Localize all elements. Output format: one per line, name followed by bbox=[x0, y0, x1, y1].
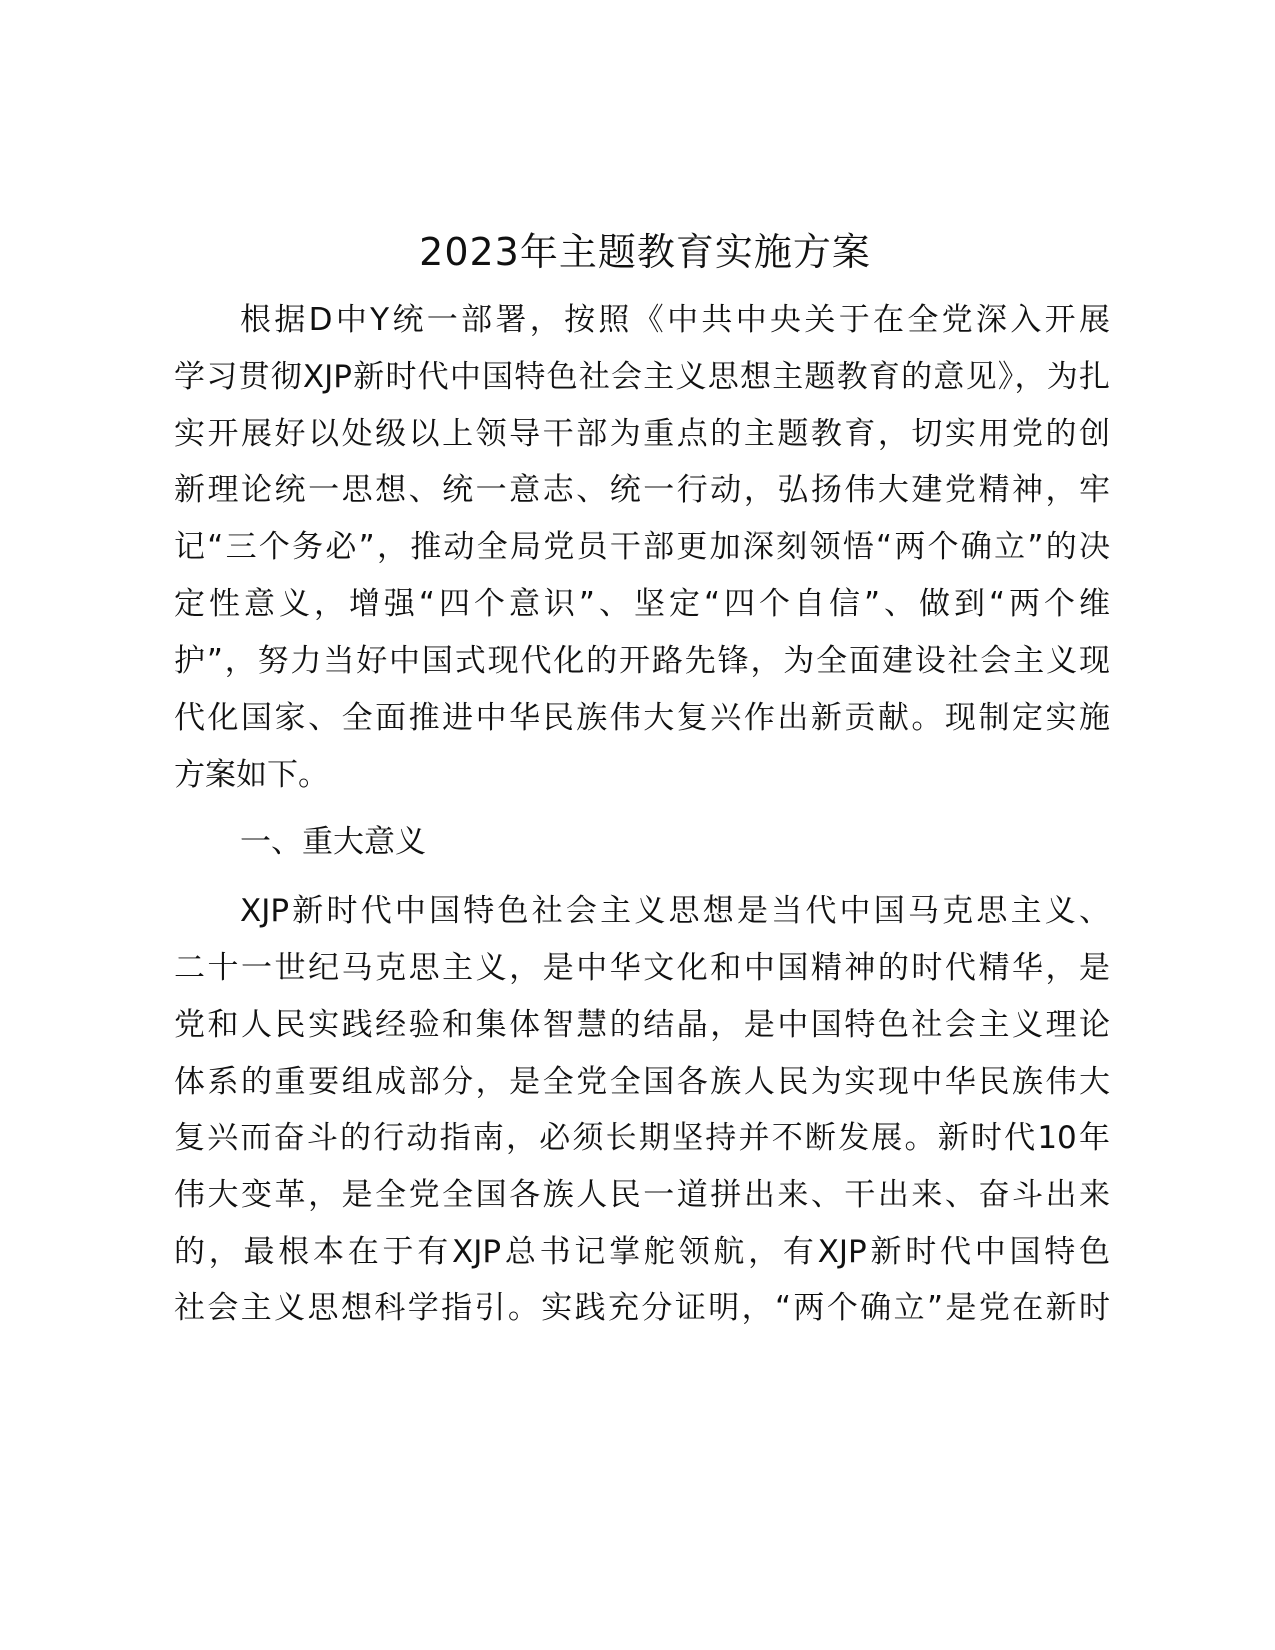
intro-paragraph-line: 实开展好以处级以上领导干部为重点的主题教育，切实用党的创 bbox=[174, 416, 1110, 452]
intro-paragraph-line: 代化国家、全面推进中华民族伟大复兴作出新贡献。现制定实施 bbox=[174, 700, 1110, 736]
intro-paragraph-line: 根据D中Y统一部署，按照《中共中央关于在全党深入开展 bbox=[240, 302, 1110, 338]
intro-paragraph-line: 定性意义，增强“四个意识”、坚定“四个自信”、做到“两个维 bbox=[174, 586, 1110, 622]
section-paragraph-line: XJP新时代中国特色社会主义思想是当代中国马克思主义、 bbox=[240, 893, 1110, 929]
section-paragraph-line: 伟大变革，是全党全国各族人民一道拼出来、干出来、奋斗出来 bbox=[174, 1177, 1110, 1213]
document-title: 2023年主题教育实施方案 bbox=[419, 230, 871, 274]
intro-paragraph-line: 方案如下。 bbox=[174, 757, 329, 793]
section-paragraph-line: 的，最根本在于有XJP总书记掌舵领航，有XJP新时代中国特色 bbox=[174, 1234, 1110, 1270]
section-paragraph-line: 复兴而奋斗的行动指南，必须长期坚持并不断发展。新时代10年 bbox=[174, 1120, 1110, 1156]
section-paragraph-line: 体系的重要组成部分，是全党全国各族人民为实现中华民族伟大 bbox=[174, 1064, 1110, 1100]
section-paragraph-line: 党和人民实践经验和集体智慧的结晶，是中国特色社会主义理论 bbox=[174, 1007, 1110, 1043]
section-paragraph-line: 二十一世纪马克思主义，是中华文化和中国精神的时代精华，是 bbox=[174, 950, 1110, 986]
section-heading: 一、重大意义 bbox=[240, 824, 426, 860]
intro-paragraph-line: 学习贯彻XJP新时代中国特色社会主义思想主题教育的意见》，为扎 bbox=[174, 359, 1110, 395]
intro-paragraph-line: 记“三个务必”，推动全局党员干部更加深刻领悟“两个确立”的决 bbox=[174, 529, 1110, 565]
intro-paragraph-line: 新理论统一思想、统一意志、统一行动，弘扬伟大建党精神，牢 bbox=[174, 472, 1110, 508]
intro-paragraph-line: 护”，努力当好中国式现代化的开路先锋，为全面建设社会主义现 bbox=[174, 643, 1110, 679]
section-paragraph-line: 社会主义思想科学指引。实践充分证明，“两个确立”是党在新时 bbox=[174, 1290, 1110, 1326]
